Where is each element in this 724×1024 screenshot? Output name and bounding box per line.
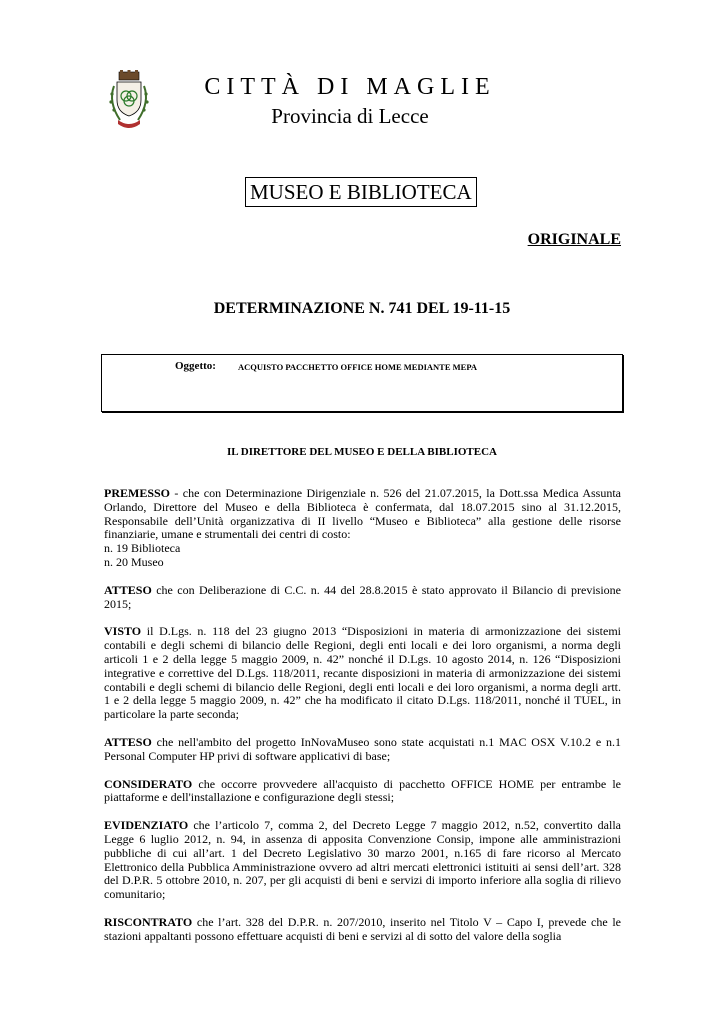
paragraph-keyword: RISCONTRATO (104, 914, 193, 929)
paragraph-text: che l’articolo 7, comma 2, del Decreto Legge 7 maggio 2012, n.52, convertito dalla Legge 6 luglio 2012, n. 94, in assenza di apposita Convenzione Consip, impone alle amministrazioni pubbliche di cui all’art. 1 del Decreto Legislativo 30 marzo 2001, n.165 di fare ricorso al Mercato Elettronico della Pubblica Amministrazione ovvero ad altri mercati elettronici istituiti ai sensi dell’art. 328 del D.P.R. 5 ottobre 2010, n. 207, per gli acquisti di beni e servizi di importo inferiore alla soglia di rilievo comunitario; (104, 818, 621, 902)
paragraph-premesso (104, 487, 621, 570)
paragraph-visto (104, 625, 621, 722)
department-title: MUSEO E BIBLIOTECA (245, 177, 477, 207)
document-body (104, 487, 621, 958)
province-name: Provincia di Lecce (271, 104, 429, 128)
paragraph-atteso-2 (104, 736, 621, 764)
paragraph-keyword: PREMESSO (104, 486, 171, 500)
cost-center-line: n. 20 Museo (104, 554, 164, 569)
subject-text: ACQUISTO PACCHETTO OFFICE HOME MEDIANTE MEPA (238, 362, 478, 372)
paragraph-atteso (104, 584, 621, 612)
paragraph-keyword: ATTESO (104, 734, 152, 749)
determination-title: DETERMINAZIONE N. 741 DEL 19-11-15 (213, 300, 511, 317)
paragraph-keyword: EVIDENZIATO (104, 818, 189, 833)
paragraph-keyword: CONSIDERATO (104, 776, 193, 791)
paragraph-text: che l’art. 328 del D.P.R. n. 207/2010, inserito nel Titolo V – Capo I, prevede che le stazioni appaltanti possono effettuare acquisti di beni e servizi al di sotto del valore della soglia (104, 914, 621, 943)
paragraph-text: - che con Determinazione Dirigenziale n. 526 del 21.07.2015, la Dott.ssa Medica Assunta Orlando, Direttore del Museo e della Biblioteca è confermata, dal 18.07.2015 sino al 31.12.2015, Responsabile dell’Unità organizzativa di II livello “Museo e Biblioteca” alla gestione delle risorse finanziarie, umane e strumentali dei centri di costo: (104, 486, 621, 542)
city-crest-icon (106, 70, 152, 132)
subject-box (101, 354, 623, 412)
cost-center-line: n. 19 Biblioteca (104, 541, 181, 556)
paragraph-keyword: VISTO (104, 624, 142, 639)
paragraph-riscontrato (104, 916, 621, 944)
paragraph-text: che con Deliberazione di C.C. n. 44 del 28.8.2015 è stato approvato il Bilancio di previsione 2015; (104, 582, 621, 611)
document-status: ORIGINALE (527, 231, 621, 248)
city-name: CITTÀ DI MAGLIE (204, 74, 496, 100)
paragraph-text: che occorre provvedere all'acquisto di pacchetto OFFICE HOME per entrambe le piattaforme e dell'installazione e configurazione degli stessi; (104, 776, 621, 805)
paragraph-keyword: ATTESO (104, 582, 152, 597)
director-heading: IL DIRETTORE DEL MUSEO E DELLA BIBLIOTECA (227, 446, 497, 458)
paragraph-evidenziato (104, 819, 621, 902)
paragraph-text: il D.Lgs. n. 118 del 23 giugno 2013 “Disposizioni in materia di armonizzazione dei sistemi contabili e degli schemi di bilancio delle Regioni, degli enti locali e dei loro organismi, a norma degli articoli 1 e 2 della legge 5 maggio 2009, n. 42” nonché il D.Lgs. 10 agosto 2014, n. 126 “Disposizioni integrative e correttive del D.Lgs. 118/2011, recante disposizioni in materia di armonizzazione dei sistemi contabili e degli schemi di bilancio delle Regioni, degli enti locali e dei loro organismi, a norma degli artt. 1 e 2 della legge 5 maggio 2009, n. 42” che ha modificato il citato D.Lgs. 118/2011, nonché il TUEL, in particolare la parte seconda; (104, 624, 621, 722)
paragraph-considerato (104, 778, 621, 806)
paragraph-text: che nell'ambito del progetto InNovaMuseo sono state acquistati n.1 MAC OSX V.10.2 e n.1 Personal Computer HP privi di software applicativi di base; (104, 734, 621, 763)
subject-label: Oggetto: (175, 360, 216, 372)
